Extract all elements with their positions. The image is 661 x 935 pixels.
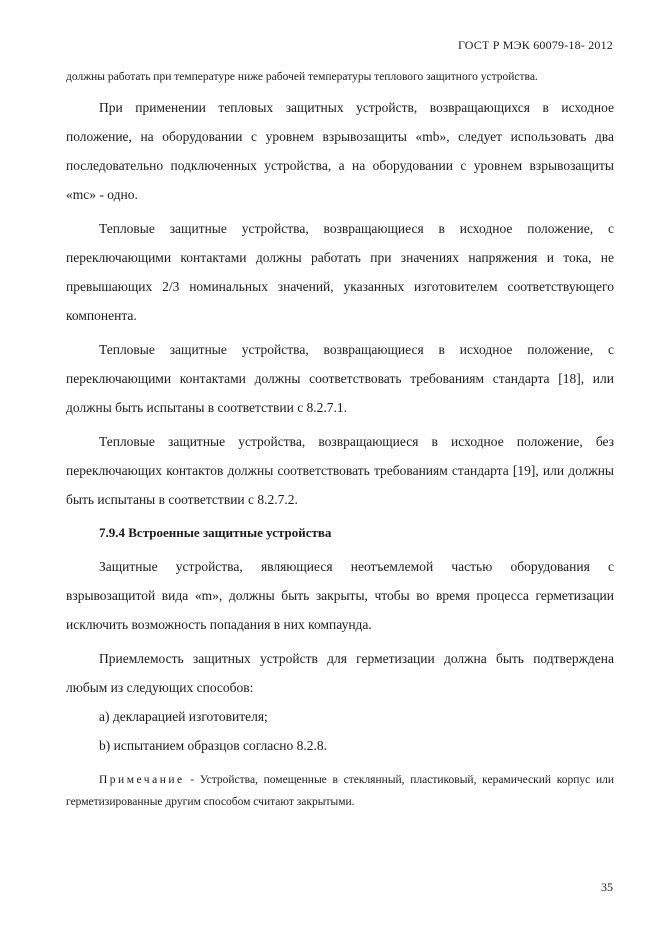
paragraph: Тепловые защитные устройства, возвращающиеся в исходное положение, с переключающими контактами должны работать при значениях напряжения и тока, не превышающих 2/3 номинальных значений, указанных изготовителем соответствующего компонента. <box>66 221 614 323</box>
list-item: b) испытанием образцов согласно 8.2.8. <box>99 738 328 753</box>
paragraph: Приемлемость защитных устройств для герметизации должна быть подтверждена любым из следующих способов: <box>66 651 614 695</box>
section-heading: 7.9.4 Встроенные защитные устройства <box>99 525 332 540</box>
document-header: ГОСТ Р МЭК 60079-18- 2012 <box>457 38 613 52</box>
note-text: - Устройства, помещенные в стеклянный, пластиковый, керамический корпус или герметизированные другим способом считают закрытыми. <box>66 774 614 808</box>
paragraph: Тепловые защитные устройства, возвращающиеся в исходное положение, без переключающих контактов должны соответствовать требованиям стандарта [19], или должны быть испытаны в соответствии с 8.2.7.2. <box>66 434 614 507</box>
page-number: 35 <box>601 880 613 894</box>
note <box>66 769 614 813</box>
note-label: Примечание <box>99 774 185 786</box>
paragraph-continuation: должны работать при температуре ниже рабочей температуры теплового защитного устройства. <box>66 71 538 83</box>
list-item: а) декларацией изготовителя; <box>99 709 268 724</box>
paragraph: Тепловые защитные устройства, возвращающиеся в исходное положение, с переключающими контактами должны соответствовать требованиям стандарта [18], или должны быть испытаны в соответствии с 8.2.7.1. <box>66 342 614 415</box>
paragraph: При применении тепловых защитных устройств, возвращающихся в исходное положение, на оборудовании с уровнем взрывозащиты «mb», следует использовать два последовательно подключенных устройства, а на оборудовании с уровнем взрывозащиты «mc» - одно. <box>66 100 614 202</box>
paragraph: Защитные устройства, являющиеся неотъемлемой частью оборудования с взрывозащитой вида «m», должны быть закрыты, чтобы во время процесса герметизации исключить возможность попадания в них компаунда. <box>66 559 614 632</box>
page-content <box>66 66 614 813</box>
